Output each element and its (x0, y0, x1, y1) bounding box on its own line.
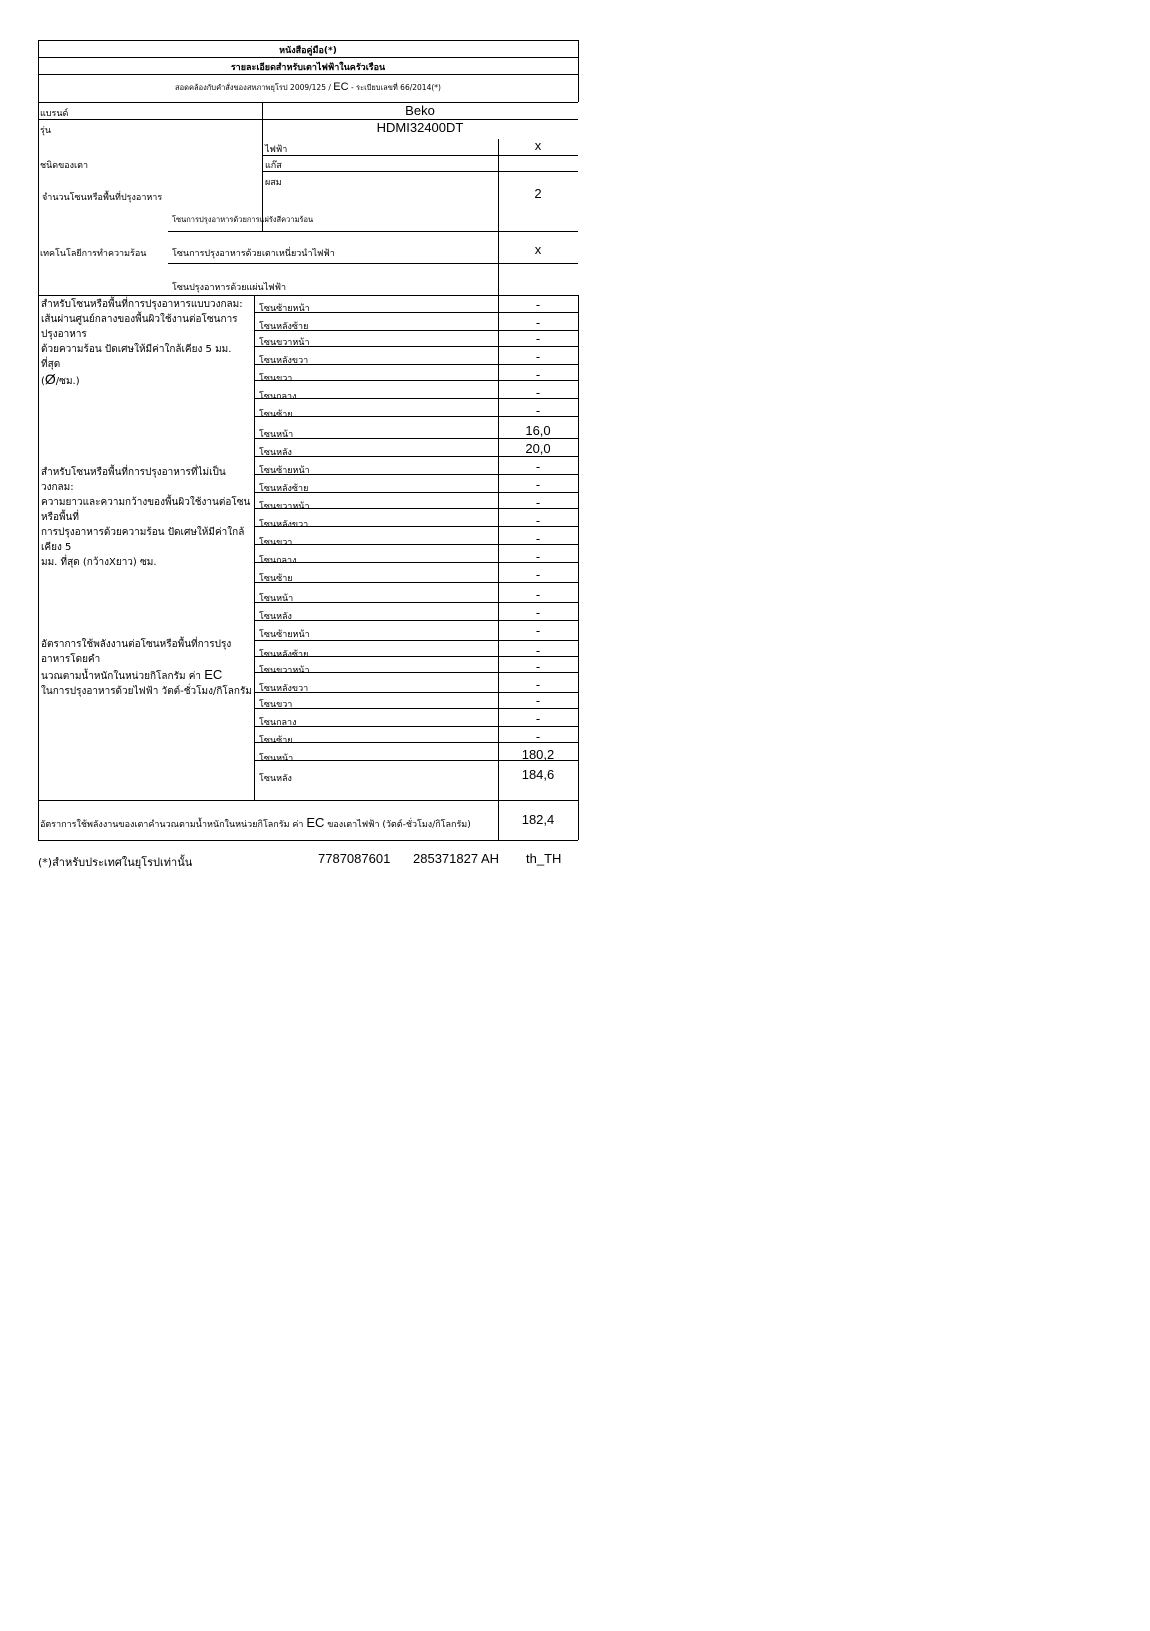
circular-zone-label: โซนขวาหน้า (259, 338, 310, 348)
row-divider (254, 456, 578, 457)
heating-radiant: โซนการปรุงอาหารด้วยการแผ่รังสีความร้อน (172, 215, 314, 224)
row-divider (254, 438, 578, 439)
noncircular-zone-value: - (535, 531, 541, 546)
energy-zone-value: - (535, 623, 541, 638)
noncircular-zone-value: - (535, 549, 541, 564)
regulation-text: สอดคล้องกับคำสั่งของสหภาพยุโรป 2009/125 / EC - ระเบียบเลขที่ 66/2014(*) (175, 81, 441, 93)
heating-tech-label: เทคโนโลยีการทำความร้อน (40, 249, 147, 259)
total-energy-value: 182,4 (521, 812, 555, 827)
noncircular-zone-value: - (535, 587, 541, 602)
circular-zone-label: โซนหน้า (259, 430, 294, 440)
noncircular-zone-value: - (535, 495, 541, 510)
sheet-subtitle: รายละเอียดสำหรับเตาไฟฟ้าในครัวเรือน (230, 63, 386, 73)
noncircular-zone-label: โซนซ้าย (259, 574, 293, 584)
row-divider (254, 602, 578, 603)
circular-zone-value: - (535, 385, 541, 400)
sheet-title: หนังสือคู่มือ(*) (279, 46, 337, 56)
energy-zone-value: - (535, 711, 541, 726)
row-divider (254, 708, 578, 709)
circular-zone-label: โซนซ้ายหน้า (259, 304, 310, 314)
row-divider (254, 582, 578, 583)
total-energy-label: อัตราการใช้พลังงานของเตาคำนวณตามน้ำหนักในหน่วยกิโลกรัม ค่า EC ของเตาไฟฟ้า (วัตต์-ชั่วโมง/กิโลกรัม) (40, 815, 471, 830)
energy-zone-label: โซนขวาหน้า (259, 666, 310, 676)
circular-zone-label: โซนกลาง (259, 392, 297, 402)
energy-zone-label: โซนหลัง (259, 774, 292, 784)
circular-zone-value: 16,0 (525, 423, 551, 438)
cooker-type-mixed: ผสม (265, 178, 282, 188)
energy-zone-value: - (535, 729, 541, 744)
circular-zone-value: 20,0 (525, 441, 551, 456)
circular-zone-value: - (535, 367, 541, 382)
energy-zone-value: - (535, 643, 541, 658)
noncircular-zone-label: โซนขวาหน้า (259, 502, 310, 512)
noncircular-zone-value: - (535, 513, 541, 528)
heating-plate: โซนปรุงอาหารด้วยแผ่นไฟฟ้า (172, 283, 287, 293)
circular-zone-label: โซนหลังซ้าย (259, 322, 309, 332)
circular-zone-value: - (535, 297, 541, 312)
noncircular-zone-value: - (535, 567, 541, 582)
zones-count-label: จำนวนโซนหรือพื้นที่ปรุงอาหาร (42, 193, 163, 203)
energy-zone-label: โซนซ้าย (259, 736, 293, 746)
circular-zone-value: - (535, 349, 541, 364)
noncircular-zone-label: โซนขวา (259, 538, 293, 548)
noncircular-zone-label: โซนหน้า (259, 594, 294, 604)
energy-zone-label: โซนขวา (259, 700, 293, 710)
model-label: รุ่น (40, 126, 51, 136)
noncircular-zone-value: - (535, 605, 541, 620)
energy-zone-value: 180,2 (521, 747, 555, 762)
zones-count-value: 2 (534, 186, 542, 201)
energy-zone-label: โซนกลาง (259, 718, 297, 728)
noncircular-zone-label: โซนหลัง (259, 612, 292, 622)
footer-locale: th_TH (526, 851, 562, 866)
energy-zone-value: - (535, 693, 541, 708)
heating-induction-mark: x (534, 242, 542, 257)
energy-zone-label: โซนหน้า (259, 754, 294, 764)
footer-note: (*)สำหรับประเทศในยุโรปเท่านั้น (38, 856, 193, 869)
brand-label: แบรนด์ (40, 109, 69, 119)
noncircular-zone-value: - (535, 477, 541, 492)
energy-zone-label: โซนหลังขวา (259, 684, 309, 694)
energy-zone-value: 184,6 (521, 767, 555, 782)
energy-zone-value: - (535, 677, 541, 692)
noncircular-zone-label: โซนหลังขวา (259, 520, 309, 530)
energy-zone-label: โซนซ้ายหน้า (259, 630, 310, 640)
noncircular-zone-value: - (535, 459, 541, 474)
circular-label: สำหรับโซนหรือพื้นที่การปรุงอาหารแบบวงกลม: เส้นผ่านศูนย์กลางของพื้นผิวใช้งานต่อโซนการปรุงอาหาร ด้วยความร้อน ปัดเศษให้มีค่าใกล้เคียง 5 มม. ที่สุด (Ø/ซม.) (41, 299, 243, 387)
footer-code-1: 7787087601 (318, 851, 391, 866)
noncircular-label: สำหรับโซนหรือพื้นที่การปรุงอาหารที่ไม่เป็นวงกลม: ความยาวและความกว้างของพื้นผิวใช้งานต่อโซนหรือพื้นที่ การปรุงอาหารด้วยความร้อน ปัดเศษให้มีค่าใกล้เคียง 5 มม. ที่สุด (กว้างXยาว) ซม. (41, 467, 251, 568)
circular-zone-value: - (535, 331, 541, 346)
circular-zone-label: โซนหลังขวา (259, 356, 309, 366)
circular-zone-label: โซนหลัง (259, 448, 292, 458)
cooker-type-label: ชนิดของเตา (40, 161, 89, 171)
circular-zone-value: - (535, 315, 541, 330)
circular-zone-label: โซนซ้าย (259, 410, 293, 420)
noncircular-zone-label: โซนซ้ายหน้า (259, 466, 310, 476)
noncircular-zone-label: โซนกลาง (259, 556, 297, 566)
row-divider (254, 620, 578, 621)
row-divider (254, 726, 578, 727)
circular-zone-label: โซนขวา (259, 374, 293, 384)
energy-zone-label: อัตราการใช้พลังงานต่อโซนหรือพื้นที่การปรุงอาหารโดยคำ นวณตามน้ำหนักในหน่วยกิโลกรัม ค่า EC ในการปรุงอาหารด้วยไฟฟ้า วัตต์-ชั่วโมง/กิโลกรัม (41, 639, 252, 697)
model-value: HDMI32400DT (376, 120, 464, 135)
circular-zone-value: - (535, 403, 541, 418)
cooker-type-electric-mark: x (534, 138, 542, 153)
cooker-type-electric: ไฟฟ้า (265, 145, 288, 155)
energy-zone-value: - (535, 659, 541, 674)
energy-zone-label: โซนหลังซ้าย (259, 650, 309, 660)
footer-code-2: 285371827 AH (413, 851, 500, 866)
cooker-type-gas: แก๊ส (265, 161, 282, 171)
brand-value: Beko (405, 103, 435, 118)
noncircular-zone-label: โซนหลังซ้าย (259, 484, 309, 494)
heating-induction: โซนการปรุงอาหารด้วยเตาเหนี่ยวนำไฟฟ้า (172, 249, 335, 259)
